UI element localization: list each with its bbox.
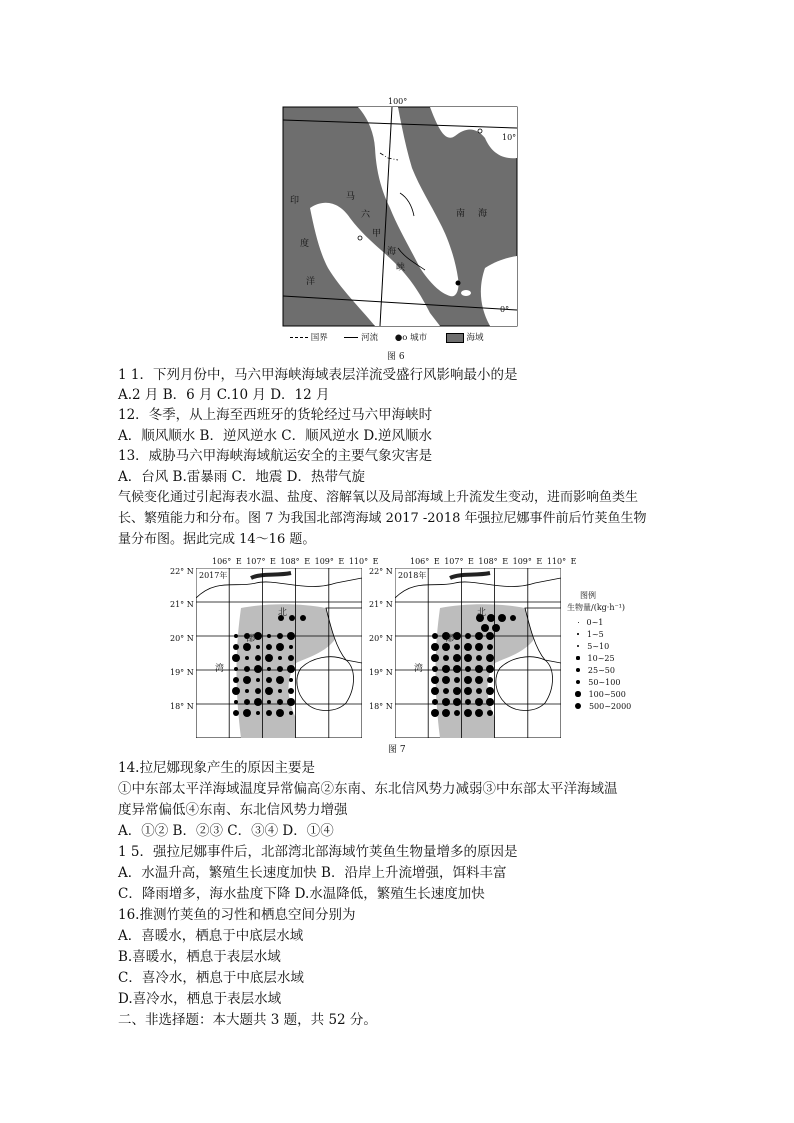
fig7-lat-r3: 20° N (369, 634, 393, 643)
fig7-legend-item: 50~100 (572, 676, 631, 688)
q12-options: A．顺风顺水 B．逆风逆水 C．顺风逆水 D.逆风顺水 (118, 428, 433, 444)
fig6-lat-bottom: 0° (500, 305, 510, 314)
q15-options-ab: A．水温升高，繁殖生长速度加快 B．沿岸上升流增强，饵料丰富 (118, 865, 507, 881)
fig7-lat-r5: 18° N (369, 702, 393, 711)
fig6-lon-label: 100° (388, 97, 408, 106)
map1-label-bei: 北 (278, 608, 288, 618)
q15-stem: 1 5．强拉尼娜事件后，北部湾北部海域竹荚鱼生物量增多的原因是 (118, 844, 518, 860)
q14-stem: 14.拉尼娜现象产生的原因主要是 (118, 760, 315, 776)
q12-stem: 12．冬季，从上海至西班牙的货轮经过马六甲海峡时 (118, 407, 433, 423)
label-indian-ocean-1: 印 (290, 196, 300, 206)
fig7-lat-r2: 21° N (369, 600, 393, 609)
fig7-legend-item: 100~500 (572, 688, 631, 700)
q14-statements-1: ①中东部太平洋海域温度异常偏高②东南、东北信风势力减弱③中东部太平洋海域温 (118, 781, 618, 797)
q11-stem: 1 1．下列月份中，马六甲海峡海域表层洋流受盛行风影响最小的是 (118, 367, 518, 383)
map1-year: 2017年 (199, 571, 228, 580)
label-strait-3: 甲 (372, 229, 382, 239)
q14-statements-2: 度异常偏低④东南、东北信风势力增强 (118, 802, 348, 818)
q16-option-d: D.喜冷水，栖息于表层水域 (118, 991, 282, 1007)
fig6-lat-top: 10° (502, 133, 517, 142)
fig7-lon-ticks-left: 106° E 107° E 108° E 109° E 110° E (212, 557, 379, 566)
fig7-legend-unit: 生物量/(kg·h⁻¹) (567, 603, 626, 612)
map2-year: 2018年 (398, 571, 427, 580)
legend-city: 城市 (410, 333, 428, 343)
label-indian-ocean-2: 度 (300, 239, 310, 249)
map1-label-bu: 部 (246, 634, 256, 644)
fig7-legend-item: 10~25 (572, 652, 631, 664)
figure-7-map-2017 (196, 568, 362, 738)
fig7-legend-item: 1~5 (572, 628, 631, 640)
q16-option-b: B.喜暖水，栖息于表层水域 (118, 949, 281, 965)
figure-7-map-2018 (395, 568, 561, 738)
label-strait-2: 六 (361, 210, 371, 220)
map2-label-bei: 北 (477, 608, 487, 618)
map2-label-wan: 湾 (414, 664, 424, 674)
label-strait-4: 海 (387, 247, 397, 257)
intro-line-1: 气候变化通过引起海表水温、盐度、溶解氧以及局部海域上升流发生变动，进而影响鱼类生 (118, 490, 639, 505)
intro-line-2: 长、繁殖能力和分布。图 7 为我国北部湾海域 2017 -2018 年强拉尼娜事件前后竹荚鱼生物 (118, 511, 647, 526)
legend-sea: 海域 (466, 333, 484, 343)
fig7-legend-items (572, 616, 631, 712)
fig7-lat-2: 21° N (170, 600, 194, 609)
fig7-legend-item: 500~2000 (572, 700, 631, 712)
map2-label-bu: 部 (445, 634, 455, 644)
label-indian-ocean-3: 洋 (306, 277, 316, 287)
fig7-legend-title: 图例 (580, 591, 596, 600)
fig7-lon-ticks-right: 106° E 107° E 108° E 109° E 110° E (410, 557, 577, 566)
fig7-legend-item: 0~1 (572, 616, 631, 628)
q11-options: A.2 月 B．6 月 C.10 月 D．12 月 (118, 387, 330, 403)
fig7-legend-item: 25~50 (572, 664, 631, 676)
intro-line-3: 量分布图。据此完成 14～16 题。 (118, 532, 316, 547)
legend-border: 国界 (310, 333, 328, 343)
fig6-legend: 国界 河流 ●o 城市 海域 (290, 331, 484, 343)
fig6-caption: 图 6 (387, 352, 405, 362)
label-strait-5: 峡 (396, 263, 406, 273)
fig7-lat-5: 18° N (170, 702, 194, 711)
fig7-lat-4: 19° N (170, 668, 194, 677)
label-strait-1: 马 (346, 192, 356, 202)
q14-options: A．①② B．②③ C．③④ D．①④ (118, 823, 334, 839)
q15-options-cd: C．降雨增多，海水盐度下降 D.水温降低，繁殖生长速度加快 (118, 886, 485, 902)
q16-option-a: A．喜暖水，栖息于中底层水域 (118, 928, 304, 944)
legend-river: 河流 (361, 333, 379, 343)
fig7-legend-item: 5~10 (572, 640, 631, 652)
label-south-sea-2: 海 (478, 209, 488, 219)
map1-label-wan: 湾 (215, 664, 225, 674)
q16-option-c: C．喜冷水，栖息于中底层水域 (118, 970, 304, 986)
section-2-heading: 二、非选择题：本大题共 3 题，共 52 分。 (118, 1012, 377, 1028)
q13-stem: 13．威胁马六甲海峡海域航运安全的主要气象灾害是 (118, 448, 433, 464)
fig7-lat-1: 22° N (170, 567, 194, 576)
fig7-lat-r4: 19° N (369, 668, 393, 677)
fig7-caption: 图 7 (388, 745, 406, 755)
fig7-lat-r1: 22° N (369, 567, 393, 576)
fig7-lat-3: 20° N (170, 634, 194, 643)
q16-stem: 16.推测竹荚鱼的习性和栖息空间分别为 (118, 907, 356, 923)
label-south-sea-1: 南 (456, 209, 466, 219)
q13-options: A．台风 B.雷暴雨 C．地震 D．热带气旋 (118, 469, 365, 485)
